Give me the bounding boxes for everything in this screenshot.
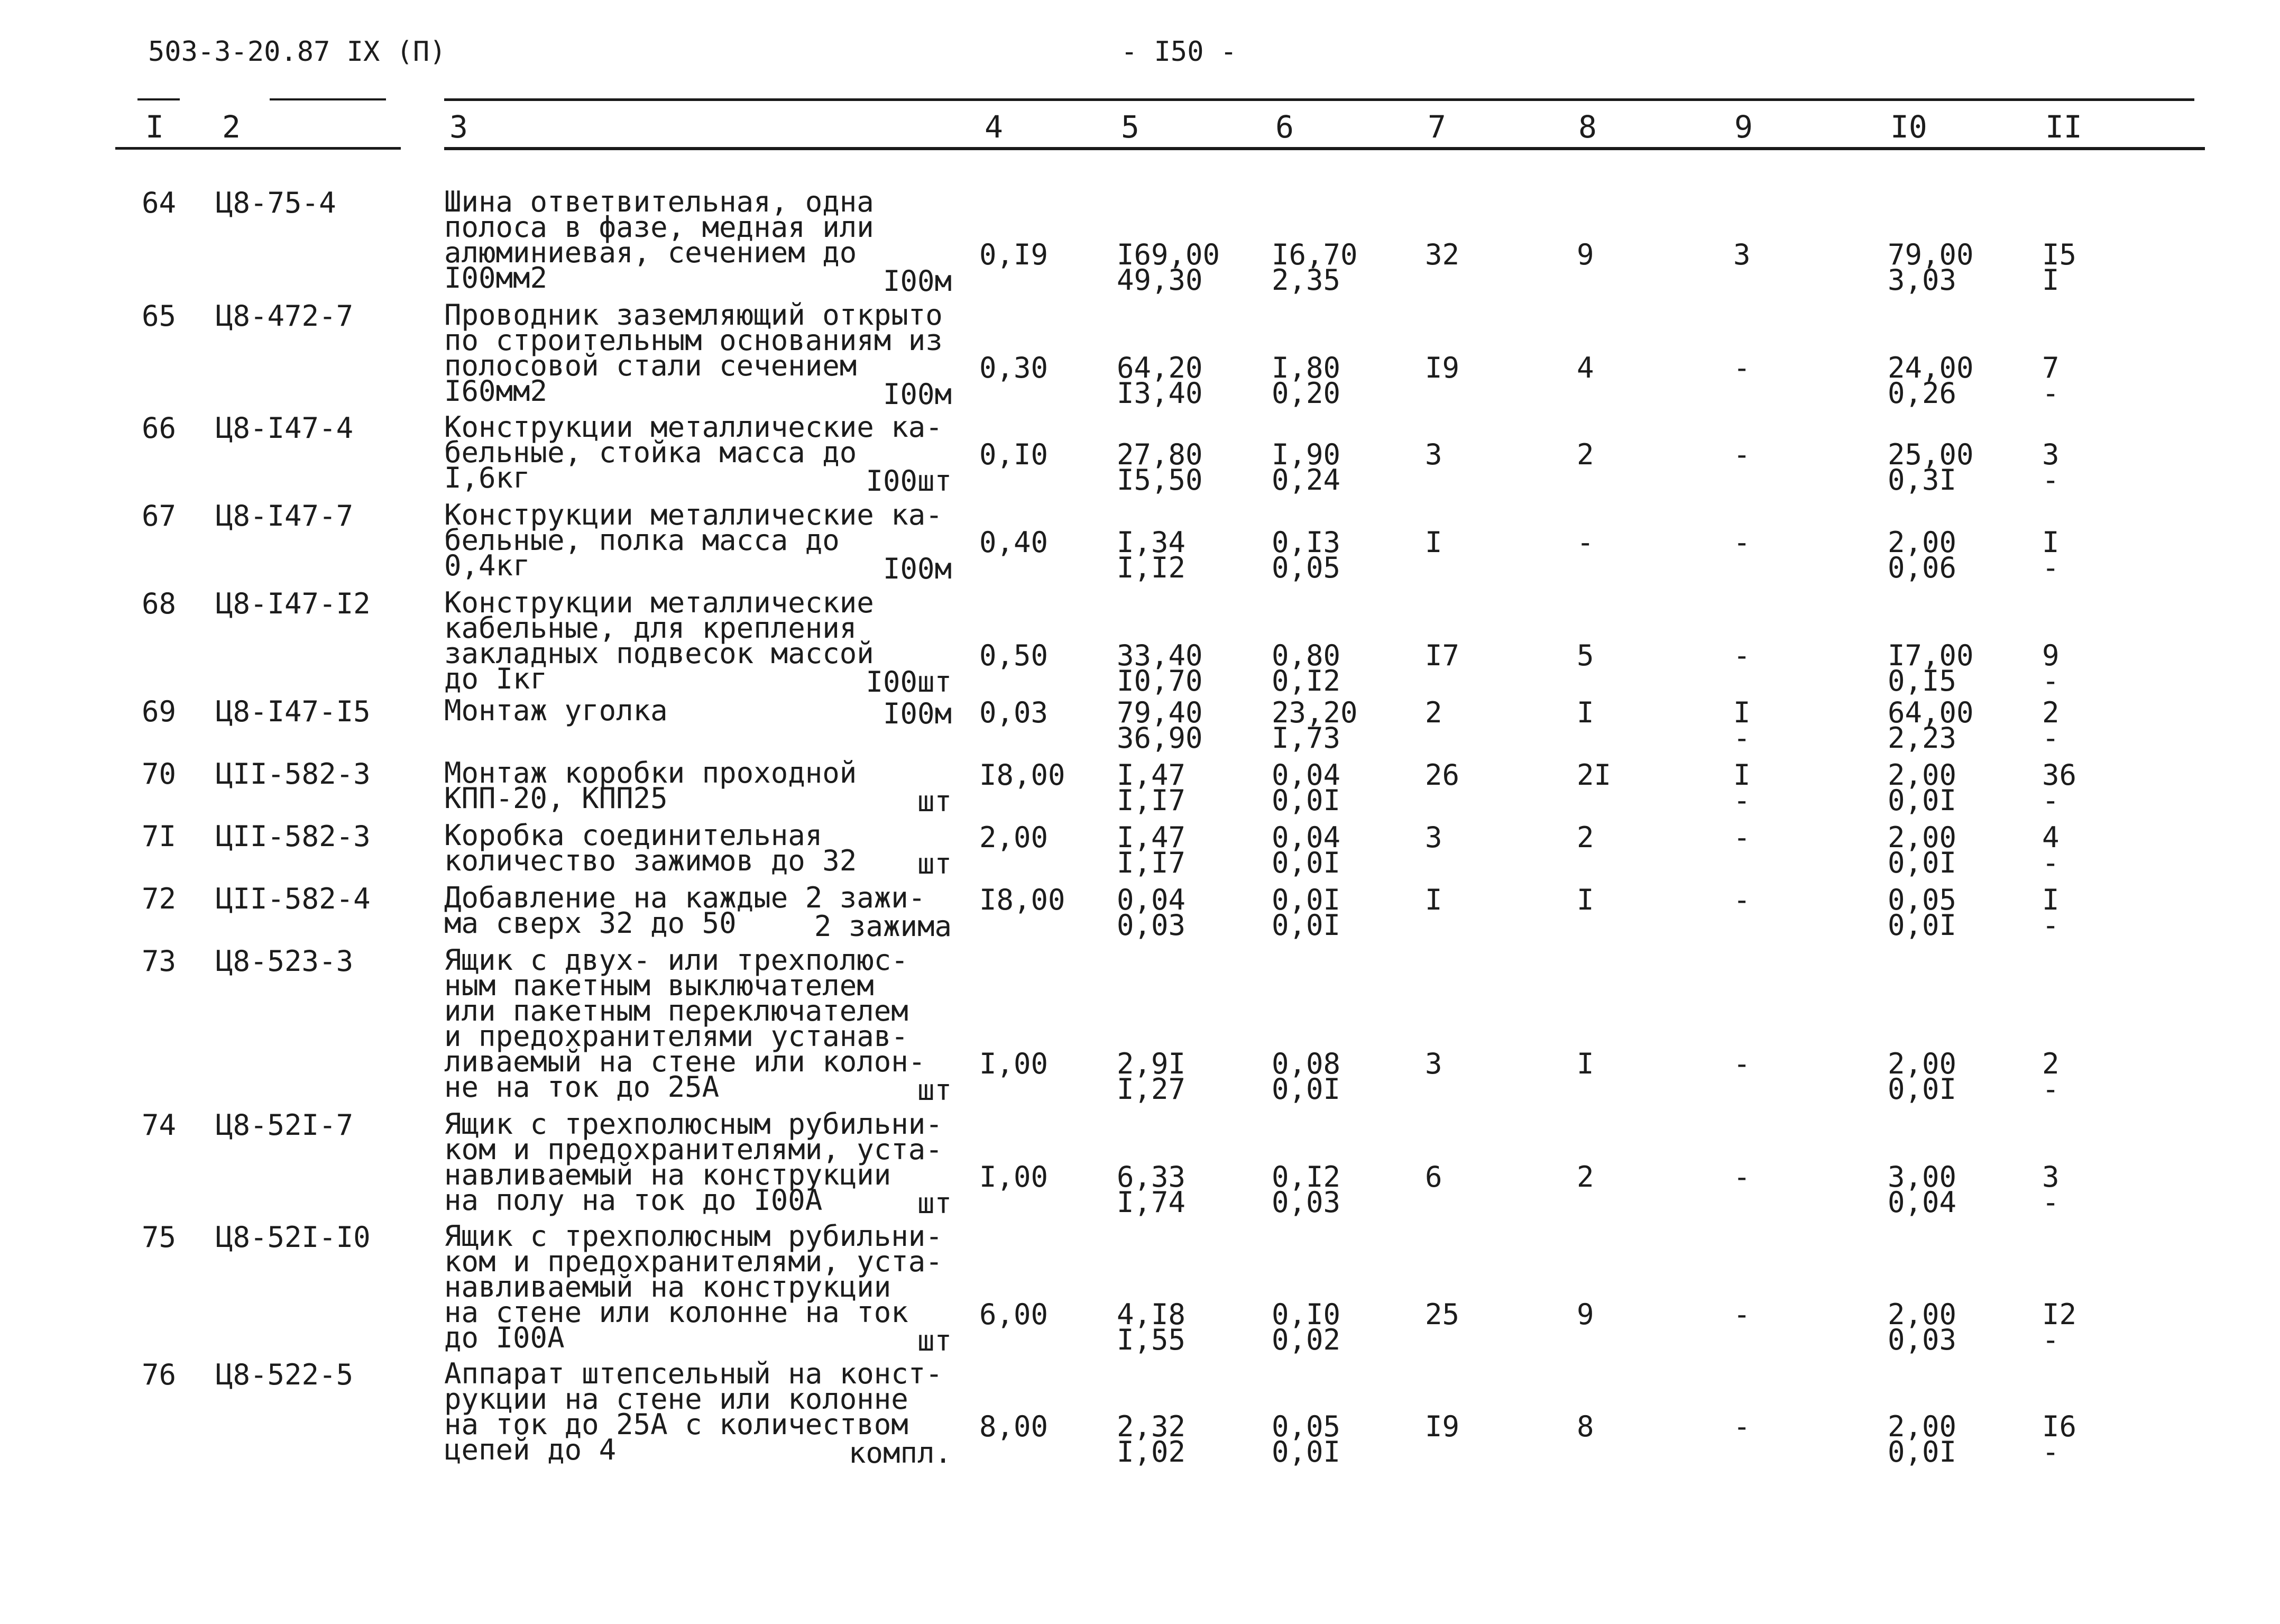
row-col-6: 0,80 0,I2: [1272, 639, 1341, 698]
row-col-11: 36 -: [2042, 758, 2077, 817]
row-quantity: 8,00: [979, 1410, 1049, 1443]
row-col-8: -: [1577, 526, 1594, 559]
row-col-5: 2,9I I,27: [1117, 1047, 1186, 1106]
row-number: 74: [142, 1108, 177, 1142]
row-unit: I00м: [882, 552, 952, 585]
row-col-9: -: [1733, 526, 1751, 559]
row-col-5: I69,00 49,30: [1117, 238, 1220, 297]
row-col-5: 0,04 0,03: [1117, 883, 1186, 942]
row-unit: шт: [917, 1324, 952, 1357]
row-col-11: 7 -: [2042, 351, 2060, 410]
row-col-7: 6: [1425, 1160, 1442, 1194]
row-col-10: 2,00 0,0I: [1888, 758, 1957, 817]
row-col-8: 2: [1577, 1160, 1594, 1194]
row-col-8: 5: [1577, 639, 1594, 672]
row-unit: I00шт: [866, 464, 952, 498]
row-number: 67: [142, 499, 177, 533]
column-header-2: 2: [222, 109, 241, 145]
row-col-7: 2: [1425, 696, 1442, 729]
row-col-5: 4,I8 I,55: [1117, 1298, 1186, 1356]
row-col-6: 0,0I 0,0I: [1272, 883, 1341, 942]
row-col-10: 3,00 0,04: [1888, 1160, 1957, 1219]
row-col-9: -: [1733, 1047, 1751, 1080]
row-unit: I00м: [882, 697, 952, 730]
row-col-6: 0,05 0,0I: [1272, 1410, 1341, 1469]
row-col-8: 9: [1577, 238, 1594, 271]
row-quantity: 6,00: [979, 1298, 1049, 1331]
row-col-7: 3: [1425, 821, 1442, 854]
row-col-5: I,47 I,I7: [1117, 821, 1186, 879]
row-quantity: I8,00: [979, 883, 1065, 916]
row-description: Добавление на каждые 2 зажи- ма сверх 32 до 50: [444, 881, 926, 940]
row-unit: I00м: [882, 264, 952, 298]
row-col-6: 0,I3 0,05: [1272, 526, 1341, 584]
row-code: Ц8-523-3: [216, 944, 354, 978]
row-quantity: 0,I9: [979, 238, 1049, 271]
row-col-6: 0,I2 0,03: [1272, 1160, 1341, 1219]
row-code: Ц8-52I-7: [216, 1108, 354, 1142]
row-unit: 2 зажима: [814, 910, 952, 943]
row-col-9: -: [1733, 1160, 1751, 1194]
row-col-10: 24,00 0,26: [1888, 351, 1974, 410]
column-header-4: 4: [985, 109, 1003, 145]
page-number: - I50 -: [1121, 36, 1237, 68]
row-col-10: 2,00 0,0I: [1888, 821, 1957, 879]
column-header-9: 9: [1734, 109, 1753, 145]
row-quantity: 0,40: [979, 526, 1049, 559]
row-col-7: 32: [1425, 238, 1460, 271]
row-col-11: 4 -: [2042, 821, 2060, 879]
row-number: 65: [142, 299, 177, 333]
row-quantity: 0,50: [979, 639, 1049, 672]
row-code: Ц8-52I-I0: [216, 1221, 371, 1254]
column-header-10: I0: [1890, 109, 1927, 145]
row-col-7: I9: [1425, 1410, 1460, 1443]
row-col-8: 2: [1577, 821, 1594, 854]
row-col-10: 0,05 0,0I: [1888, 883, 1957, 942]
row-col-7: I: [1425, 526, 1442, 559]
row-col-6: 0,04 0,0I: [1272, 758, 1341, 817]
row-quantity: 0,03: [979, 696, 1049, 729]
row-col-11: 3 -: [2042, 1160, 2060, 1219]
row-col-11: I6 -: [2042, 1410, 2077, 1469]
row-col-11: 2 -: [2042, 1047, 2060, 1106]
row-col-9: I -: [1733, 696, 1751, 755]
header-top-rule: [444, 98, 2194, 101]
row-col-11: I -: [2042, 526, 2060, 584]
row-unit: I00шт: [866, 665, 952, 699]
row-col-5: 6,33 I,74: [1117, 1160, 1186, 1219]
header-bottom-rule: [444, 147, 2205, 150]
row-col-11: 3 -: [2042, 438, 2060, 497]
row-col-11: I -: [2042, 883, 2060, 942]
row-code: ЦII-582-3: [216, 820, 371, 853]
column-header-8: 8: [1578, 109, 1597, 145]
row-number: 69: [142, 695, 177, 728]
row-col-5: I,34 I,I2: [1117, 526, 1186, 584]
row-description: Монтаж коробки проходной КПП-20, КПП25: [444, 756, 857, 815]
header-bottom-rule-left: [115, 147, 401, 150]
row-col-11: I5 I: [2042, 238, 2077, 297]
row-col-6: 0,04 0,0I: [1272, 821, 1341, 879]
row-col-5: 79,40 36,90: [1117, 696, 1203, 755]
row-code: ЦII-582-3: [216, 757, 371, 791]
row-col-8: I: [1577, 1047, 1594, 1080]
row-col-5: 27,80 I5,50: [1117, 438, 1203, 497]
row-code: Ц8-I47-7: [216, 499, 354, 533]
row-col-8: 2I: [1577, 758, 1612, 792]
header-rule-fragment: [137, 98, 180, 100]
row-number: 7I: [142, 820, 177, 853]
row-code: Ц8-472-7: [216, 299, 354, 333]
row-number: 70: [142, 757, 177, 791]
row-col-10: 2,00 0,0I: [1888, 1410, 1957, 1469]
row-number: 66: [142, 411, 177, 445]
row-col-6: I6,70 2,35: [1272, 238, 1358, 297]
row-unit: шт: [917, 785, 952, 818]
row-col-8: 2: [1577, 438, 1594, 471]
column-header-11: II: [2045, 109, 2082, 145]
row-number: 75: [142, 1221, 177, 1254]
row-description: Аппарат штепсельный на конст- рукции на стене или колонне на ток до 25А с количеством цепей до 4: [444, 1357, 943, 1466]
row-col-10: 79,00 3,03: [1888, 238, 1974, 297]
row-quantity: I,00: [979, 1047, 1049, 1080]
row-col-11: 2 -: [2042, 696, 2060, 755]
row-col-8: 8: [1577, 1410, 1594, 1443]
row-col-10: I7,00 0,I5: [1888, 639, 1974, 698]
row-number: 64: [142, 186, 177, 219]
row-col-9: -: [1733, 883, 1751, 916]
column-header-5: 5: [1121, 109, 1139, 145]
row-description: Монтаж уголка: [444, 694, 668, 727]
row-col-10: 2,00 0,0I: [1888, 1047, 1957, 1106]
row-code: Ц8-I47-I2: [216, 587, 371, 620]
row-description: Конструкции металлические ка- бельные, стойка масса до I,6кг: [444, 410, 943, 494]
row-col-7: 25: [1425, 1298, 1460, 1331]
row-col-10: 2,00 0,06: [1888, 526, 1957, 584]
row-number: 76: [142, 1358, 177, 1391]
row-col-7: I7: [1425, 639, 1460, 672]
header-rule-fragment: [270, 98, 386, 100]
row-col-6: 0,I0 0,02: [1272, 1298, 1341, 1356]
column-header-1: I: [145, 109, 164, 145]
row-code: Ц8-522-5: [216, 1358, 354, 1391]
row-unit: шт: [917, 1187, 952, 1220]
row-quantity: 0,30: [979, 351, 1049, 384]
row-col-9: -: [1733, 821, 1751, 854]
row-description: Ящик с двух- или трехполюс- ным пакетным выключателем или пакетным переключателем и предохранителями устанав- ливаемый на стене или колон- не на ток до 25А: [444, 943, 926, 1104]
row-col-10: 25,00 0,3I: [1888, 438, 1974, 497]
row-unit: компл.: [848, 1436, 952, 1470]
row-col-8: 4: [1577, 351, 1594, 384]
column-header-6: 6: [1275, 109, 1294, 145]
row-col-9: I -: [1733, 758, 1751, 817]
row-col-9: -: [1733, 438, 1751, 471]
row-unit: шт: [917, 1074, 952, 1107]
row-col-5: I,47 I,I7: [1117, 758, 1186, 817]
row-col-10: 64,00 2,23: [1888, 696, 1974, 755]
row-col-11: I2 -: [2042, 1298, 2077, 1356]
row-col-7: 3: [1425, 438, 1442, 471]
row-number: 73: [142, 944, 177, 978]
row-col-9: -: [1733, 351, 1751, 384]
row-col-9: -: [1733, 1298, 1751, 1331]
row-description: Шина ответвительная, одна полоса в фазе, медная или алюминиевая, сечением до I00мм2: [444, 185, 874, 295]
row-description: Проводник заземляющий открыто по строительным основаниям из полосовой стали сечением I60мм2: [444, 298, 943, 408]
row-quantity: I,00: [979, 1160, 1049, 1194]
row-col-7: I: [1425, 883, 1442, 916]
row-code: ЦII-582-4: [216, 882, 371, 915]
row-col-6: I,80 0,20: [1272, 351, 1341, 410]
row-col-8: I: [1577, 696, 1594, 729]
row-col-5: 33,40 I0,70: [1117, 639, 1203, 698]
row-code: Ц8-75-4: [216, 186, 336, 219]
row-code: Ц8-I47-4: [216, 411, 354, 445]
row-col-9: -: [1733, 1410, 1751, 1443]
row-description: Коробка соединительная количество зажимов до 32: [444, 819, 857, 877]
row-description: Ящик с трехполюсным рубильни- ком и предохранителями, уста- навливаемый на конструкции на полу на ток до I00А: [444, 1107, 943, 1217]
row-col-5: 2,32 I,02: [1117, 1410, 1186, 1469]
column-header-7: 7: [1428, 109, 1446, 145]
row-col-8: 9: [1577, 1298, 1594, 1331]
row-unit: I00м: [882, 378, 952, 411]
row-unit: шт: [917, 847, 952, 880]
column-header-3: 3: [449, 109, 468, 145]
row-col-7: I9: [1425, 351, 1460, 384]
document-code: 503-3-20.87 IX (П): [148, 36, 446, 68]
row-code: Ц8-I47-I5: [216, 695, 371, 728]
row-col-6: 0,08 0,0I: [1272, 1047, 1341, 1106]
row-col-6: 23,20 I,73: [1272, 696, 1358, 755]
row-col-9: -: [1733, 639, 1751, 672]
row-col-10: 2,00 0,03: [1888, 1298, 1957, 1356]
row-quantity: 2,00: [979, 821, 1049, 854]
row-description: Конструкции металлические ка- бельные, полка масса до 0,4кг: [444, 498, 943, 582]
row-col-7: 3: [1425, 1047, 1442, 1080]
row-col-5: 64,20 I3,40: [1117, 351, 1203, 410]
row-quantity: I8,00: [979, 758, 1065, 792]
row-col-8: I: [1577, 883, 1594, 916]
row-number: 68: [142, 587, 177, 620]
row-description: Конструкции металлические кабельные, для крепления закладных подвесок массой до Iкг: [444, 586, 874, 695]
row-col-6: I,90 0,24: [1272, 438, 1341, 497]
row-number: 72: [142, 882, 177, 915]
row-col-9: 3: [1733, 238, 1751, 271]
row-quantity: 0,I0: [979, 438, 1049, 471]
row-col-11: 9 -: [2042, 639, 2060, 698]
row-description: Ящик с трехполюсным рубильни- ком и предохранителями, уста- навливаемый на конструкции на стене или колонне на ток до I00А: [444, 1219, 943, 1354]
row-col-7: 26: [1425, 758, 1460, 792]
